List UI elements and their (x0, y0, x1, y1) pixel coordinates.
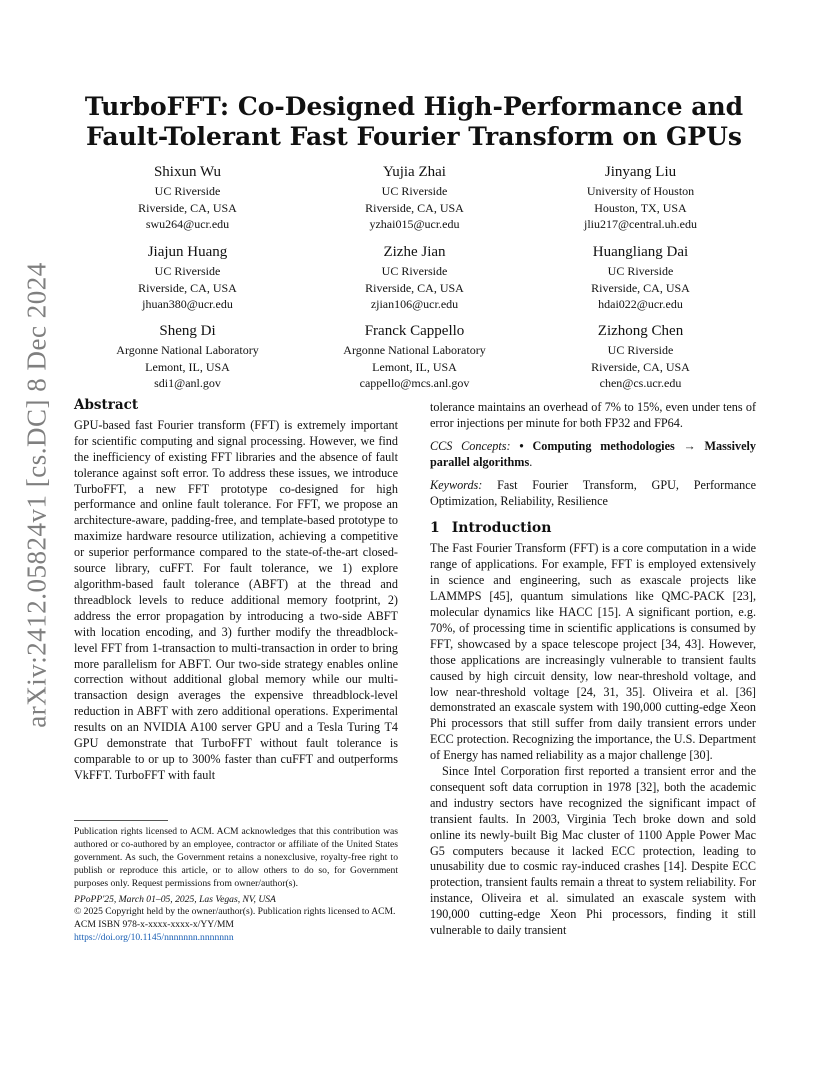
author-affiliation: University of Houston (586, 184, 695, 198)
author-name: Sheng Di (159, 323, 216, 339)
paper-title (74, 92, 754, 152)
author-email: jhuan380@ucr.edu (142, 297, 233, 311)
author-name: Shixun Wu (153, 164, 222, 180)
author-location: Riverside, CA, USA (591, 359, 690, 374)
author-affiliation: Argonne National Laboratory (343, 343, 486, 357)
author-location: Lemont, IL, USA (145, 359, 230, 374)
author-email: jliu217@central.uh.edu (583, 217, 698, 231)
ccs-text: • Computing methodologies → Massively parallel algorithms (430, 438, 756, 469)
intro-paragraph-1: The Fast Fourier Transform (FFT) is a core computation in a wide range of applications. For example, FFT is employed extensively in science and engineering, such as exascale projects like LAMMPS [45], quantum simulations like QMC-PACK [23], molecular dynamics like HACC [15]. A significant portion, e.g. 70%, of processing time in scientific applications is consumed by FFT, showcased by a space telescope project [34, 43]. However, those applications are increasingly vulnerable to transient faults caused by high circuit density, low near-threshold voltage, and low near-threshold voltage [24, 31, 35]. Oliveira et al. [36] demonstrated an exascale system with 190,000 cutting-edge Xeon Phi processors that still suffer from daily transient errors under ECC protection. Recognizing the importance, the U.S. Department of Energy has named reliability as a major challenge [30]. (430, 541, 756, 763)
right-column (430, 400, 756, 939)
author-card (301, 321, 528, 392)
author-location: Riverside, CA, USA (365, 280, 464, 295)
keywords-text: Fast Fourier Transform, GPU, Performance Optimization, Reliability, Resilience (430, 477, 757, 508)
abstract-heading: Abstract (74, 397, 139, 413)
arxiv-identifier-stamp (20, 262, 54, 728)
author-location: Riverside, CA, USA (365, 200, 464, 215)
author-name: Zizhe Jian (383, 244, 446, 260)
author-affiliation: UC Riverside (381, 184, 448, 198)
author-location: Lemont, IL, USA (372, 359, 457, 374)
footnote-venue: PPoPP'25, March 01–05, 2025, Las Vegas, NV, USA (74, 893, 276, 905)
author-name: Yujia Zhai (383, 164, 446, 180)
footnote-isbn: ACM ISBN 978-x-xxxx-xxxx-x/YY/MM (74, 919, 234, 931)
author-email: hdai022@ucr.edu (598, 297, 683, 311)
footnote-doi-link[interactable]: https://doi.org/10.1145/nnnnnnn.nnnnnnn (74, 932, 234, 944)
author-card (74, 321, 301, 392)
author-email: swu264@ucr.edu (145, 217, 230, 231)
section-title: Introduction (451, 520, 552, 537)
author-card (74, 162, 301, 233)
author-location: Riverside, CA, USA (138, 280, 237, 295)
author-email: chen@cs.ucr.edu (599, 376, 682, 390)
abstract-continued: tolerance maintains an overhead of 7% to 15%, even under tens of error injections per minute for both FP32 and FP64. (430, 400, 756, 430)
author-email: zjian106@ucr.edu (370, 297, 459, 311)
ccs-concepts: CCS Concepts: • Computing methodologies → Massively parallel algorithms. (430, 438, 756, 469)
author-card (527, 162, 754, 233)
author-name: Huangliang Dai (592, 244, 689, 260)
ccs-label: CCS Concepts: (430, 438, 511, 453)
author-card (301, 162, 528, 233)
author-name: Jiajun Huang (147, 244, 228, 260)
footnote-divider (74, 820, 168, 821)
author-affiliation: UC Riverside (154, 184, 221, 198)
author-email: sdi1@anl.gov (154, 376, 221, 390)
abstract-text: GPU-based fast Fourier transform (FFT) is extremely important for scientific computing and signal processing. However, we find the inefficiency of existing FFT libraries and the absence of fault tolerance against soft error. To address these issues, we introduce TurboFFT, a new FFT prototype co-designed for high performance and online fault tolerance. For FFT, we propose an architecture-aware, padding-free, and template-based prototype to maximize hardware resource utilization, achieving a competitive or superior performance compared to the state-of-the-art closed-source library, cuFFT. For fault tolerance, we 1) explore algorithm-based fault tolerance (ABFT) at the thread and threadblock levels to reduce additional memory footprint, 2) address the error propagation by introducing a two-side ABFT with location encoding, and 3) further modify the threadblock-level FFT from 1-transaction to multi-transaction in order to bring more parallelism for ABFT. Our two-side strategy enables online correction without additional global memory while our multi-transaction design averages the expensive threadblock-level reduction in ABFT with zero additional operations. Experimental results on an NVIDIA A100 server GPU and a Tesla Turing T4 GPU demonstrate that TurboFFT without fault tolerance is comparable to or up to 300% faster than cuFFT and outperforms VkFFT. TurboFFT with fault (74, 417, 398, 782)
author-affiliation: UC Riverside (381, 264, 448, 278)
author-affiliation: UC Riverside (607, 264, 674, 278)
title-line-1: TurboFFT: Co-Designed High-Performance and (84, 92, 744, 121)
author-affiliation: Argonne National Laboratory (116, 343, 259, 357)
footnote-rights: Publication rights licensed to ACM. ACM acknowledges that this contribution was authored or co-authored by an employee, contractor or affiliate of the United States government. As such, the Government retains a nonexclusive, royalty-free right to publish or reproduce this article, or to allow others to do so, for Government purposes only. Request permissions from owner/author(s). (74, 826, 398, 889)
keywords-label: Keywords: (430, 477, 483, 492)
title-line-2: Fault-Tolerant Fast Fourier Transform on GPUs (86, 122, 742, 151)
author-card (527, 321, 754, 392)
arxiv-identifier-text: arXiv:2412.05824v1 [cs.DC] 8 Dec 2024 (21, 262, 52, 728)
author-card (301, 242, 528, 313)
footnote-copyright: © 2025 Copyright held by the owner/author(s). Publication rights licensed to ACM. (74, 906, 396, 918)
section-heading-introduction (430, 521, 756, 537)
author-location: Houston, TX, USA (594, 200, 687, 215)
author-name: Jinyang Liu (604, 164, 677, 180)
author-card (527, 242, 754, 313)
author-email: yzhai015@ucr.edu (369, 217, 460, 231)
intro-paragraph-2: Since Intel Corporation first reported a transient error and the consequent soft data corruption in 1978 [32], both the academic and industry sectors have recognized the significant impact of transient faults. In 2003, Virginia Tech broke down and sold online its newly-built Big Mac cluster of 1100 Apple Power Mac G5 computers because it lacked ECC protection, leading to unusability due to cosmic ray-induced crashes [14]. Despite ECC protection, transient faults remain a threat to system reliability. For instance, Oliveira et al. simulated an exascale system with 190,000 cutting-edge Xeon Phi processors, finding it still vulnerable to daily transient (430, 764, 756, 938)
footnote-block (74, 820, 398, 945)
author-email: cappello@mcs.anl.gov (359, 376, 470, 390)
left-column (74, 398, 398, 784)
author-name: Zizhong Chen (597, 323, 684, 339)
section-number: 1 (430, 520, 440, 537)
author-name: Franck Cappello (364, 323, 465, 339)
keywords (430, 478, 756, 510)
author-affiliation: UC Riverside (154, 264, 221, 278)
author-card (74, 242, 301, 313)
author-location: Riverside, CA, USA (138, 200, 237, 215)
author-location: Riverside, CA, USA (591, 280, 690, 295)
author-affiliation: UC Riverside (607, 343, 674, 357)
